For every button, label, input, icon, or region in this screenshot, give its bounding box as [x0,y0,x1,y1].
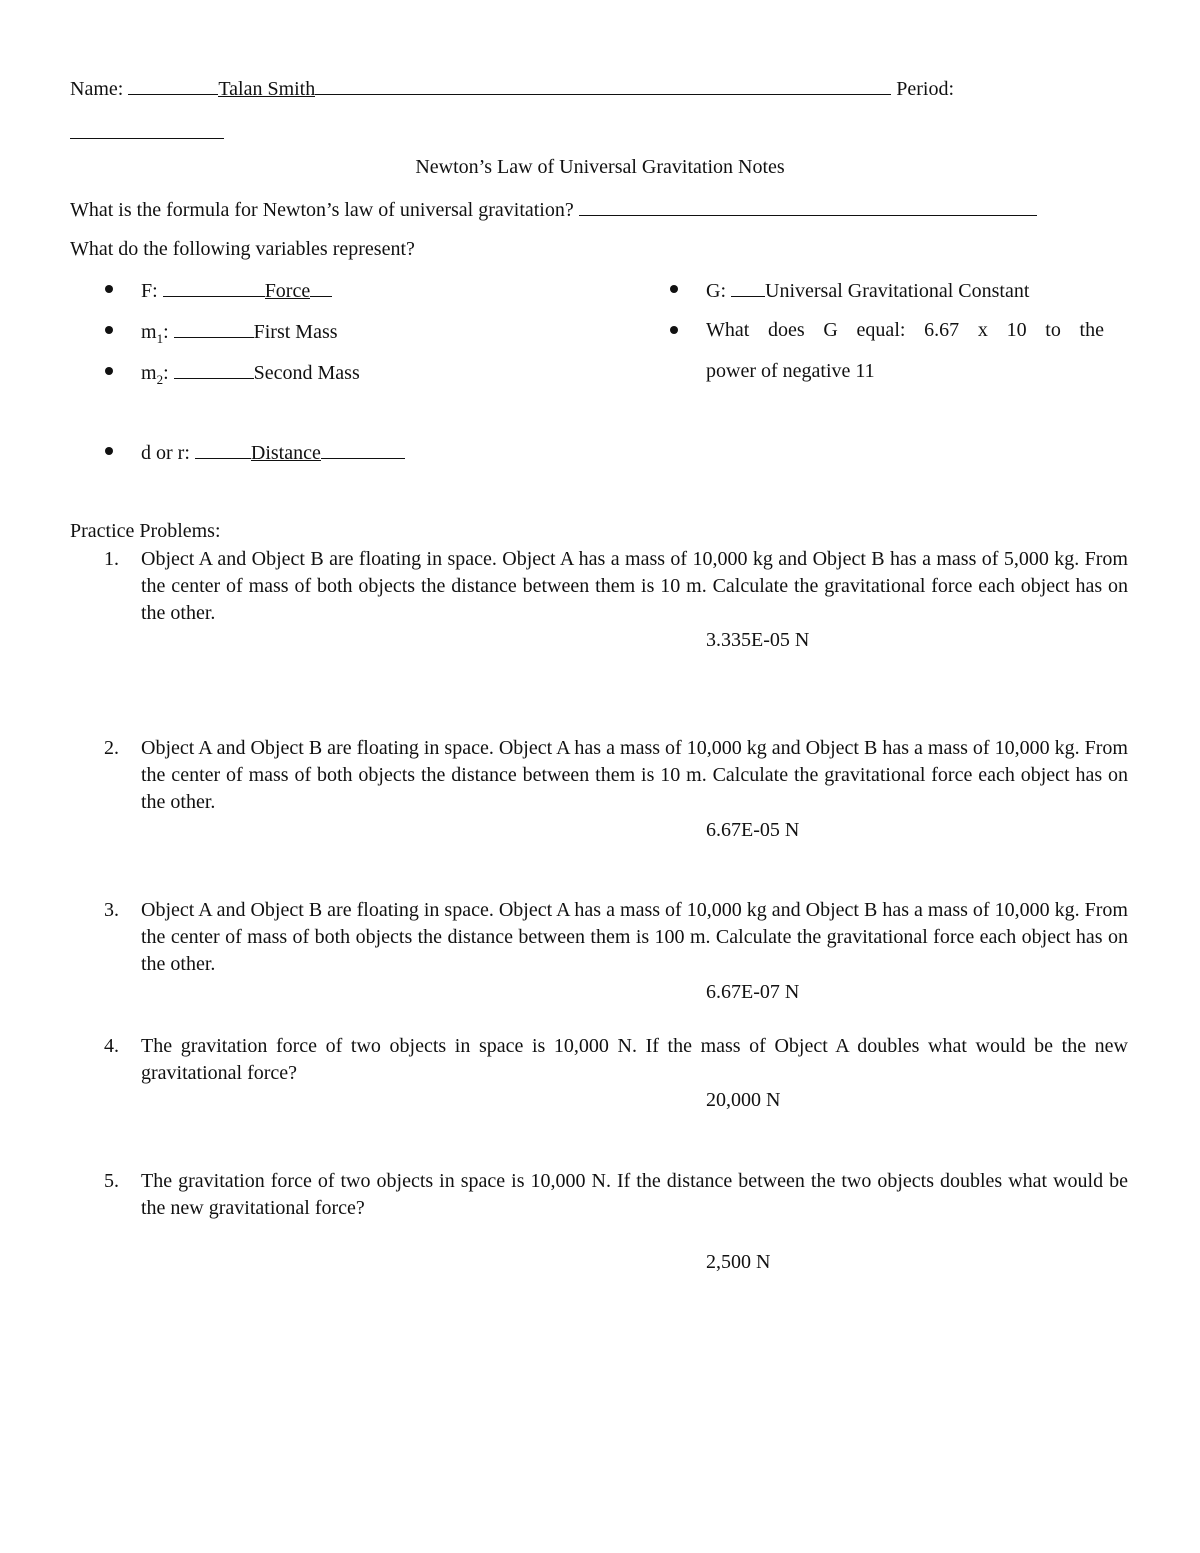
variable-d [141,438,405,466]
g-equal-line2[interactable]: power of negative 11 [706,360,875,382]
problem-number: 4. [104,1035,119,1057]
practice-label: Practice Problems: [70,520,221,542]
g-equal-line1[interactable]: What does G equal: 6.67 x 10 to the [706,319,1104,341]
problem-number: 2. [104,737,119,759]
variables-question: What do the following variables represent? [70,238,415,260]
problem-text: Object A and Object B are floating in space. Object A has a mass of 10,000 kg and Object B has a mass of 10,000 kg. From the center of mass of both objects the distance between them is 100 m. Calculate the gravitational force each object has on the other. [141,899,1128,975]
variable-m2-label: $m_2$: [141,362,169,387]
bullet-icon [105,447,113,455]
name-value[interactable]: Talan Smith [218,78,316,100]
problem-answer[interactable]: 2,500 N [706,1251,771,1273]
variable-f-label: F: [141,280,158,302]
variable-m2 [141,358,360,386]
variable-f [141,276,332,304]
period-field[interactable] [70,116,224,139]
problem-text: Object A and Object B are floating in space. Object A has a mass of 10,000 kg and Object B has a mass of 10,000 kg. From the center of mass of both objects the distance between them is 10 m. Calculate the gravitational force each object has on the other. [141,737,1128,813]
variable-d-value[interactable]: Distance [250,442,321,464]
formula-answer-field[interactable] [579,195,1037,216]
variable-f-value[interactable]: Force [264,280,311,302]
name-label: Name: [70,78,124,100]
formula-question-row [70,195,1037,223]
problem-answer[interactable]: 3.335E-05 N [706,629,810,651]
variable-m2-value[interactable]: Second Mass [253,362,360,384]
bullet-icon [105,367,113,375]
variable-d-blank [195,438,251,459]
bullet-icon [105,285,113,293]
variable-m1-blank [174,317,254,338]
variable-f-blank [163,276,265,297]
variable-g-blank [731,276,765,297]
variable-g-label: G: [706,280,726,302]
bullet-icon [670,326,678,334]
problem-text: Object A and Object B are floating in space. Object A has a mass of 10,000 kg and Object B has a mass of 5,000 kg. From the center of mass of both objects the distance between them is 10 m. Calculate the gravitational force each object has on the other. [141,548,1128,624]
problem-text: The gravitation force of two objects in space is 10,000 N. If the distance between the two objects doubles what would be the new gravitational force? [141,1170,1128,1219]
problem-number: 1. [104,548,119,570]
name-blank-leading [128,74,218,95]
variable-f-blank-trailing [310,276,332,297]
variable-g-value[interactable]: Universal Gravitational Constant [765,280,1030,302]
problem-number: 5. [104,1170,119,1192]
variable-g [706,276,1029,304]
bullet-icon [670,285,678,293]
variable-d-blank-trailing [321,438,405,459]
problem-answer[interactable]: 6.67E-05 N [706,819,800,841]
formula-question: What is the formula for Newton’s law of universal gravitation? [70,199,574,221]
variable-m1-value[interactable]: First Mass [253,321,338,343]
problem-text: The gravitation force of two objects in space is 10,000 N. If the mass of Object A doubles what would be the new gravitational force? [141,1035,1128,1084]
bullet-icon [105,326,113,334]
variable-m2-blank [174,358,254,379]
period-label: Period: [896,78,955,100]
variable-m1 [141,317,338,345]
name-blank-trailing [315,74,891,95]
page-title: Newton’s Law of Universal Gravitation Notes [415,156,785,178]
problem-number: 3. [104,899,119,921]
variable-d-label: d or r: [141,442,190,464]
problem-answer[interactable]: 20,000 N [706,1089,781,1111]
problem-answer[interactable]: 6.67E-07 N [706,981,800,1003]
name-row [70,74,954,102]
variable-m1-label: $m_1$: [141,321,169,346]
